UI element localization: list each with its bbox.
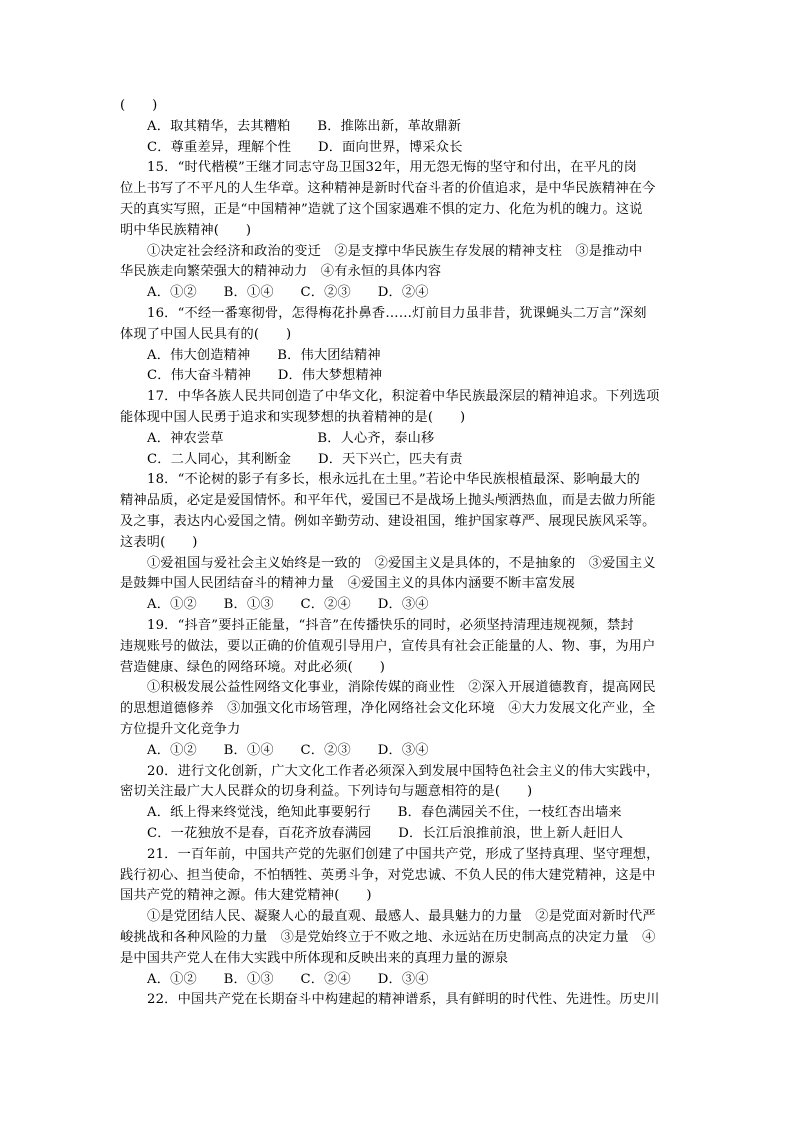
text-line: A．取其精华，去其糟粕 B．推陈出新，革故鼎新 <box>147 118 462 134</box>
text-line: 是鼓舞中国人民团结奋斗的精神力量 ④爱国主义的具体内涵要不断丰富发展 <box>120 576 576 592</box>
text-line: A．①② B．①③ C．②④ D．③④ <box>147 597 429 613</box>
text-line: 16．“不经一番寒彻骨，怎得梅花扑鼻香……灯前目力虽非昔，犹课蝇头二万言”深刻 <box>147 306 647 321</box>
text-line: 15．“时代楷模”王继才同志守岛卫国32年，用无怨无悔的坚守和付出，在平凡的岗 <box>147 160 638 176</box>
text-line: 方位提升文化竞争力 <box>120 722 241 737</box>
text-line: ①积极发展公益性网络文化事业，消除传媒的商业性 ②深入开展道德教育，提高网民 <box>147 680 656 696</box>
text-line: A．纸上得来终觉浅，绝知此事要躬行 B．春色满园关不住，一枝红杏出墙来 <box>147 805 622 821</box>
text-line: 位上书写了不平凡的人生华章。这种精神是新时代奋斗者的价值追求，是中华民族精神在今 <box>120 181 656 197</box>
text-line: A．①② B．①③ C．②④ D．③④ <box>147 971 429 987</box>
text-line: A．伟大创造精神 B．伟大团结精神 <box>147 347 381 363</box>
text-line: 21．一百年前，中国共产党的先驱们创建了中国共产党，形成了坚持真理、坚守理想， <box>147 846 660 862</box>
text-line: 国共产党的精神之源。伟大建党精神( ) <box>120 888 372 904</box>
text-line: 践行初心、担当使命，不怕牺牲、英勇斗争，对党忠诚、不负人民的伟大建党精神，这是中 <box>120 867 656 883</box>
text-line: ①决定社会经济和政治的变迁 ②是支撑中华民族生存发展的精神支柱 ③是推动中 <box>147 243 643 259</box>
text-line: ①爱祖国与爱社会主义始终是一致的 ②爱国主义是具体的，不是抽象的 ③爱国主义 <box>147 555 656 571</box>
text-line: 精神品质，必定是爱国情怀。和平年代，爱国已不是战场上抛头颅洒热血，而是去做力所能 <box>120 493 656 509</box>
text-line: A．①② B．①④ C．②③ D．③④ <box>147 742 429 758</box>
text-line: 违规账号的做法，要以正确的价值观引导用户，宣传具有社会正能量的人、物、事，为用户 <box>120 638 656 654</box>
text-line: 19．“抖音”要抖正能量，“抖音”在传播快乐的同时，必须坚持清理违规视频，禁封 <box>147 618 634 633</box>
text-line: ( ) <box>120 98 158 113</box>
text-line: 及之事，表达内心爱国之情。例如辛勤劳动、建设祖国，维护国家尊严、展现民族风采等。 <box>120 514 656 529</box>
text-line: A．神农尝草 B．人心齐，泰山移 <box>147 430 435 446</box>
text-line: 22．中国共产党在长期奋斗中构建起的精神谱系，具有鲜明的时代性、先进性。历史川 <box>147 992 660 1008</box>
text-line: C．二人同心，其利断金 D．天下兴亡，匹夫有责 <box>147 451 463 467</box>
text-line: 营造健康、绿色的网络环境。对此必须( ) <box>120 659 386 675</box>
text-line: 能体现中国人民勇于追求和实现梦想的执着精神的是( ) <box>120 410 466 425</box>
text-line: 17．中华各族人民共同创造了中华文化，积淀着中华民族最深层的精神追求。下列选项 <box>147 389 660 405</box>
text-line: 体现了中国人民具有的( ) <box>120 326 292 342</box>
text-line: A．①② B．①④ C．②③ D．②④ <box>147 285 429 301</box>
text-line: C．一花独放不是春，百花齐放春满园 D．长江后浪推前浪，世上新人赶旧人 <box>147 826 624 841</box>
text-line: C．尊重差异，理解个性 D．面向世界，博采众长 <box>147 139 463 155</box>
text-line: 密切关注最广大人民群众的切身利益。下列诗句与题意相符的是( ) <box>120 784 533 800</box>
text-line: ①是党团结人民、凝聚人心的最直观、最感人、最具魅力的力量 ②是党面对新时代严 <box>147 909 656 925</box>
text-line: 的思想道德修养 ③加强文化市场管理，净化网络社会文化环境 ④大力发展文化产业，全 <box>120 701 656 717</box>
text-line: 明中华民族精神( ) <box>120 222 252 238</box>
text-line: 华民族走向繁荣强大的精神动力 ④有永恒的具体内容 <box>120 264 442 280</box>
text-line: C．伟大奋斗精神 D．伟大梦想精神 <box>147 368 383 384</box>
text-line: 20．进行文化创新，广大文化工作者必须深入到发展中国特色社会主义的伟大实践中， <box>147 763 660 779</box>
text-line: 是中国共产党人在伟大实践中所体现和反映出来的真理力量的源泉 <box>120 950 509 966</box>
text-line: 这表明( ) <box>120 534 198 550</box>
text-line: 峻挑战和各种风险的力量 ③是党始终立于不败之地、永远站在历史制高点的决定力量 ④ <box>120 930 656 945</box>
text-line: 18．“不论树的影子有多长，根永远扎在土里。”若论中华民族根植最深、影响最大的 <box>147 472 641 488</box>
text-line: 天的真实写照，正是“中国精神”造就了这个国家遇难不惧的定力、化危为机的魄力。这说 <box>120 202 643 217</box>
